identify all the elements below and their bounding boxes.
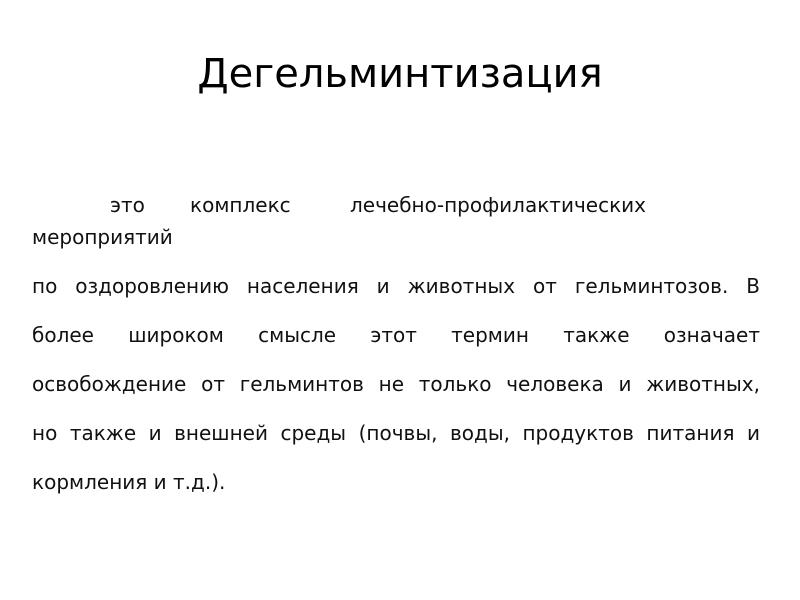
paragraph-row-1: по оздоровлению населения и животных от гельминтозов. В [32, 274, 760, 298]
slide-title: Дегельминтизация [197, 51, 603, 97]
definition-second-line: мероприятий [32, 225, 173, 249]
word-kompleks: комплекс [190, 193, 291, 217]
definition-paragraph [32, 262, 760, 507]
word-eto: это [110, 193, 145, 217]
paragraph-row-2: более широком смысле этот термин также означает [32, 323, 760, 347]
paragraph-row-5: кормления и т.д.). [32, 470, 226, 494]
paragraph-row-4: но также и внешней среды (почвы, воды, продуктов питания и [32, 421, 760, 445]
definition-first-line [32, 192, 760, 218]
paragraph-row-3: освобождение от гельминтов не только человека и животных, [32, 372, 760, 396]
word-lechebno-profilakticheskih: лечебно-профилактических [350, 193, 646, 217]
